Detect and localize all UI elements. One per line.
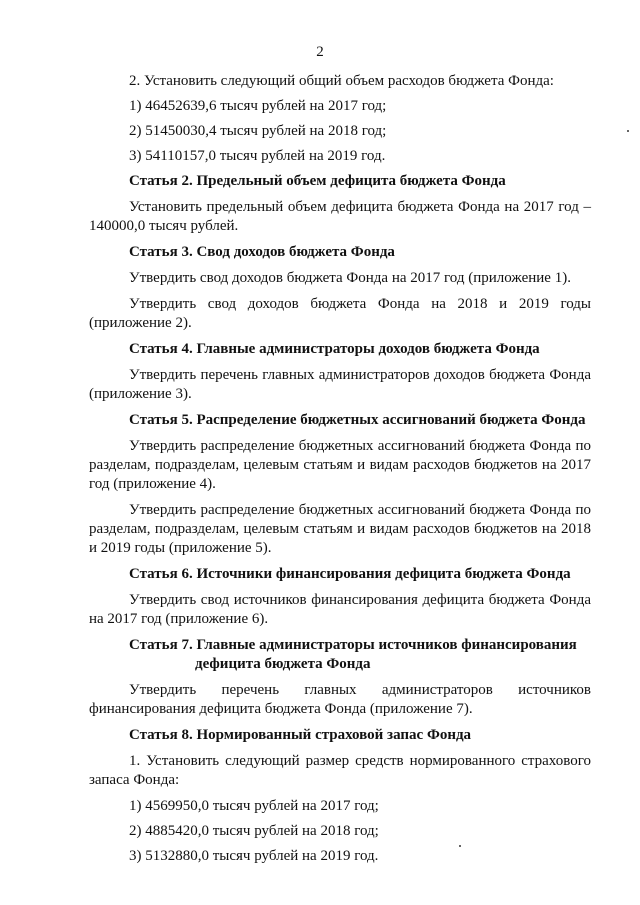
paragraph: 1. Установить следующий размер средств нормированного страхового запаса Фонда: xyxy=(89,753,591,788)
scan-speck xyxy=(627,130,629,132)
list-item: 3) 54110157,0 тысяч рублей на 2019 год. xyxy=(129,148,386,164)
paragraph: Утвердить перечень главных администраторов источников финансирования дефицита бюджета Фонда (приложение 7). xyxy=(89,682,591,717)
list-item: 1) 46452639,6 тысяч рублей на 2017 год; xyxy=(129,98,387,114)
page-number: 2 xyxy=(316,44,324,60)
paragraph: Утвердить свод источников финансирования дефицита бюджета Фонда на 2017 год (приложение 6). xyxy=(89,592,591,627)
article-5-heading: Статья 5. Распределение бюджетных ассигнований бюджета Фонда xyxy=(129,412,586,428)
list-item: 2) 4885420,0 тысяч рублей на 2018 год; xyxy=(129,823,379,839)
article-7-heading-line-2: дефицита бюджета Фонда xyxy=(195,656,371,672)
list-item: 3) 5132880,0 тысяч рублей на 2019 год. xyxy=(129,848,379,864)
paragraph: Утвердить распределение бюджетных ассигнований бюджета Фонда по разделам, подразделам, целевым статьям и видам расходов бюджетов на 2018 и 2019 годы (приложение 5). xyxy=(89,502,591,556)
article-3-heading: Статья 3. Свод доходов бюджета Фонда xyxy=(129,244,395,260)
article-6-heading: Статья 6. Источники финансирования дефицита бюджета Фонда xyxy=(129,566,571,582)
article-8-heading: Статья 8. Нормированный страховой запас Фонда xyxy=(129,727,472,743)
paragraph: Утвердить распределение бюджетных ассигнований бюджета Фонда по разделам, подразделам, целевым статьям и видам расходов бюджетов на 2017 год (приложение 4). xyxy=(89,438,591,492)
paragraph: Установить предельный объем дефицита бюджета Фонда на 2017 год – 140000,0 тысяч рублей. xyxy=(89,199,591,234)
paragraph: Утвердить перечень главных администраторов доходов бюджета Фонда (приложение 3). xyxy=(89,367,591,402)
document-body xyxy=(89,72,591,872)
scan-speck xyxy=(459,845,461,847)
article-7-heading-line-1: Статья 7. Главные администраторы источников финансирования xyxy=(129,637,577,653)
article-2-heading: Статья 2. Предельный объем дефицита бюджета Фонда xyxy=(129,173,506,189)
list-item: 2) 51450030,4 тысяч рублей на 2018 год; xyxy=(129,123,387,139)
article-4-heading: Статья 4. Главные администраторы доходов бюджета Фонда xyxy=(129,341,540,357)
article-1-point-2: 2. Установить следующий общий объем расходов бюджета Фонда: xyxy=(129,73,554,89)
list-item: 1) 4569950,0 тысяч рублей на 2017 год; xyxy=(129,798,379,814)
paragraph: Утвердить свод доходов бюджета Фонда на 2018 и 2019 годы (приложение 2). xyxy=(89,296,591,331)
article-7-heading xyxy=(129,636,591,674)
paragraph: Утвердить свод доходов бюджета Фонда на 2017 год (приложение 1). xyxy=(129,270,571,286)
